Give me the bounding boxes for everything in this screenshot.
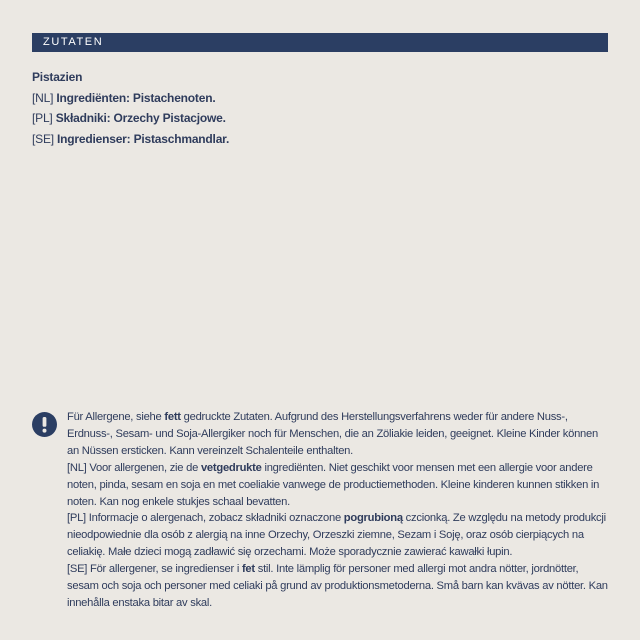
translation-nl [32,88,608,109]
product-name: Pistazien [32,70,83,84]
translation-se [32,129,608,150]
allergen-emphasis: fett [164,411,181,423]
allergy-notice-de: Für Allergene, siehe fett gedruckte Zutaten. Aufgrund des Herstellungsverfahrens weder für andere Nuss-, Erdnuss-, Sesam- und Soja-Allergiker noch für Menschen, die an Zöliakie leiden, geeignet. Kleine Kinder können an Nüssen ersticken. Kann vereinzelt Schalenteile enthalten. [67,411,598,457]
ingredients-label: Ingrediënten: [56,90,130,105]
ingredients-value: Pistaschmandlar. [133,131,230,146]
ingredients-header-bar [32,33,608,52]
ingredients-label: Ingredienser: [57,131,131,146]
language-code: [SE] [32,131,54,146]
ingredients-value: Orzechy Pistacjowe. [113,111,226,125]
product-name-line [32,67,608,88]
allergy-notice-pl: [PL] Informacje o alergenach, zobacz składniki oznaczone pogrubioną czcionką. Ze względu na metody produkcji nieodpowiednie dla osób z alergią na inne Orzechy, Orzeszki ziemne, Sezam i Soję, oraz osób cierpiących na celiakię. Małe dzieci mogą zadławić się orzechami. Może sporadycznie zawierać kawałki łupin. [67,512,606,559]
ingredients-value: Pistachenoten. [132,90,216,105]
allergen-emphasis: pogrubioną [343,512,403,525]
exclamation-circle-icon [32,412,57,437]
ingredients-block [32,67,608,149]
translation-pl [32,108,608,129]
allergen-emphasis: fet [241,563,255,576]
allergy-notice [67,409,612,612]
ingredients-label: Składniki: [55,111,111,125]
allergen-emphasis: vetgedrukte [200,461,262,474]
allergy-notice-se: [SE] För allergener, se ingredienser i fet stil. Inte lämplig för personer med allergi mot andra nötter, jordnötter, sesam och soja och personer med celiaki på grund av produktionsmetoderna. Små barn kan kvävas av nötter. Kan innehålla enstaka bitar av skal. [67,563,608,609]
language-code: [NL] [32,90,54,105]
language-code: [PL] [32,111,53,125]
header-title: ZUTATEN [43,36,104,48]
allergy-notice-nl: [NL] Voor allergenen, zie de vetgedrukte ingrediënten. Niet geschikt voor mensen met een allergie voor andere noten, pinda, sesam en soja en met coeliakie vanwege de productiemethoden. Kleine kinderen kunnen stikken in noten. Kan nog enkele stukjes schaal bevatten. [67,461,600,508]
